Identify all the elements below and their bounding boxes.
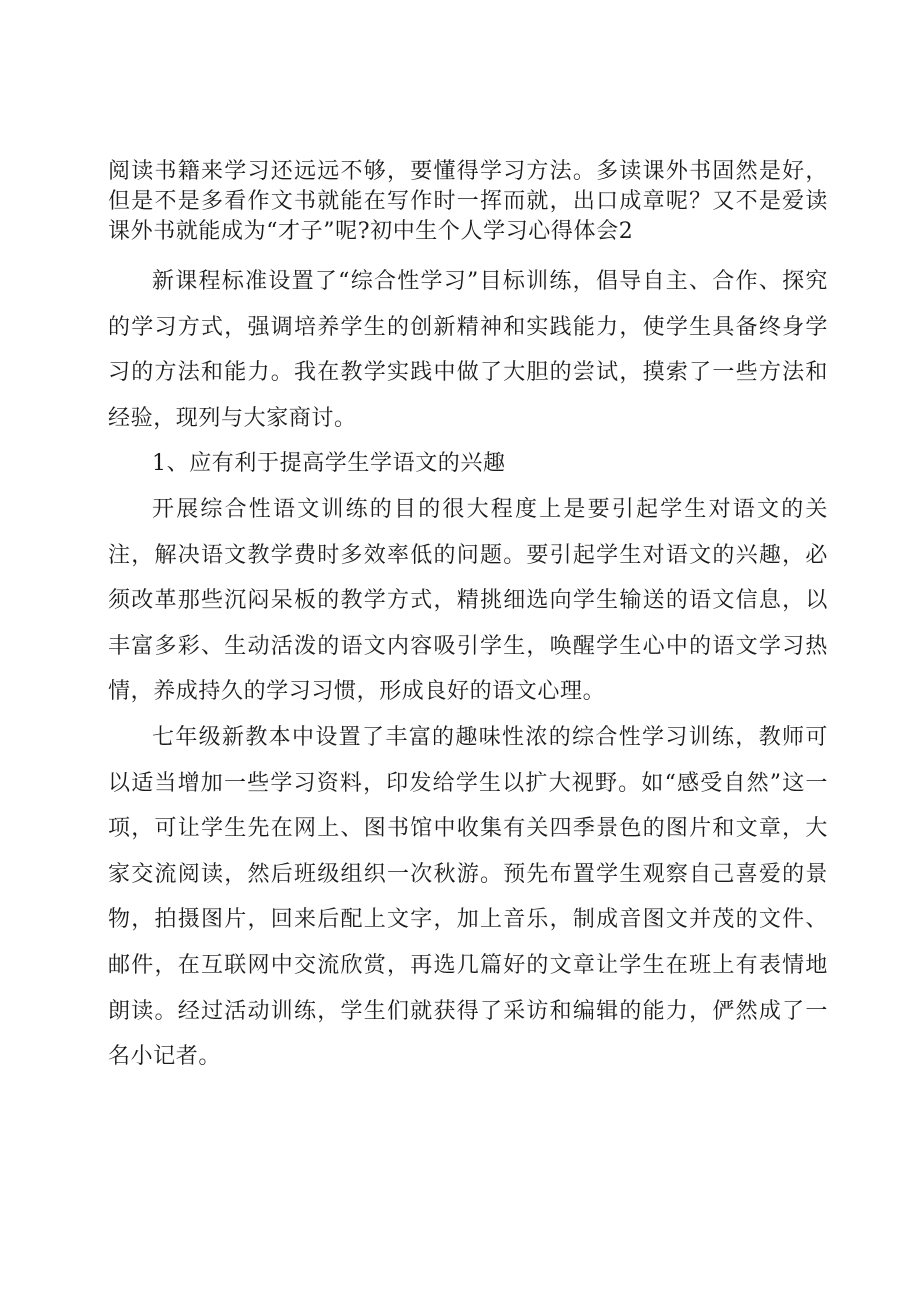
paragraph-intro: 阅读书籍来学习还远远不够，要懂得学习方法。多读课外书固然是好，但是不是多看作文书就能在写作时一挥而就，出口成章呢？又不是爱读课外书就能成为“才子”呢?初中生个人学习心得体会2 bbox=[108, 159, 828, 244]
paragraph-grade7: 七年级新教本中设置了丰富的趣味性浓的综合性学习训练，教师可以适当增加一些学习资料，印发给学生以扩大视野。如“感受自然”这一项，可让学生先在网上、图书馆中收集有关四季景色的图片和文章，大家交流阅读，然后班级组织一次秋游。预先布置学生观察自己喜爱的景物，拍摄图片，回来后配上文字，加上音乐，制成音图文并茂的文件、邮件，在互联网中交流欣赏，再选几篇好的文章让学生在班上有表情地朗读。经过活动训练，学生们就获得了采访和编辑的能力，俨然成了一名小记者。 bbox=[108, 724, 828, 1070]
document-body bbox=[108, 157, 828, 1080]
paragraph-curriculum: 新课程标准设置了“综合性学习”目标训练，倡导自主、合作、探究的学习方式，强调培养学生的创新精神和实践能力，使学生具备终身学习的方法和能力。我在教学实践中做了大胆的尝试，摸索了一些方法和经验，现列与大家商讨。 bbox=[108, 269, 828, 431]
section-heading: 1、应有利于提高学生学语文的兴趣 bbox=[152, 451, 506, 477]
paragraph-interest: 开展综合性语文训练的目的很大程度上是要引起学生对语文的关注，解决语文教学费时多效率低的问题。要引起学生对语文的兴趣，必须改革那些沉闷呆板的教学方式，精挑细选向学生输送的语文信息，以丰富多彩、生动活泼的语文内容吸引学生，唤醒学生心中的语文学习热情，养成持久的学习习惯，形成良好的语文心理。 bbox=[108, 496, 828, 705]
